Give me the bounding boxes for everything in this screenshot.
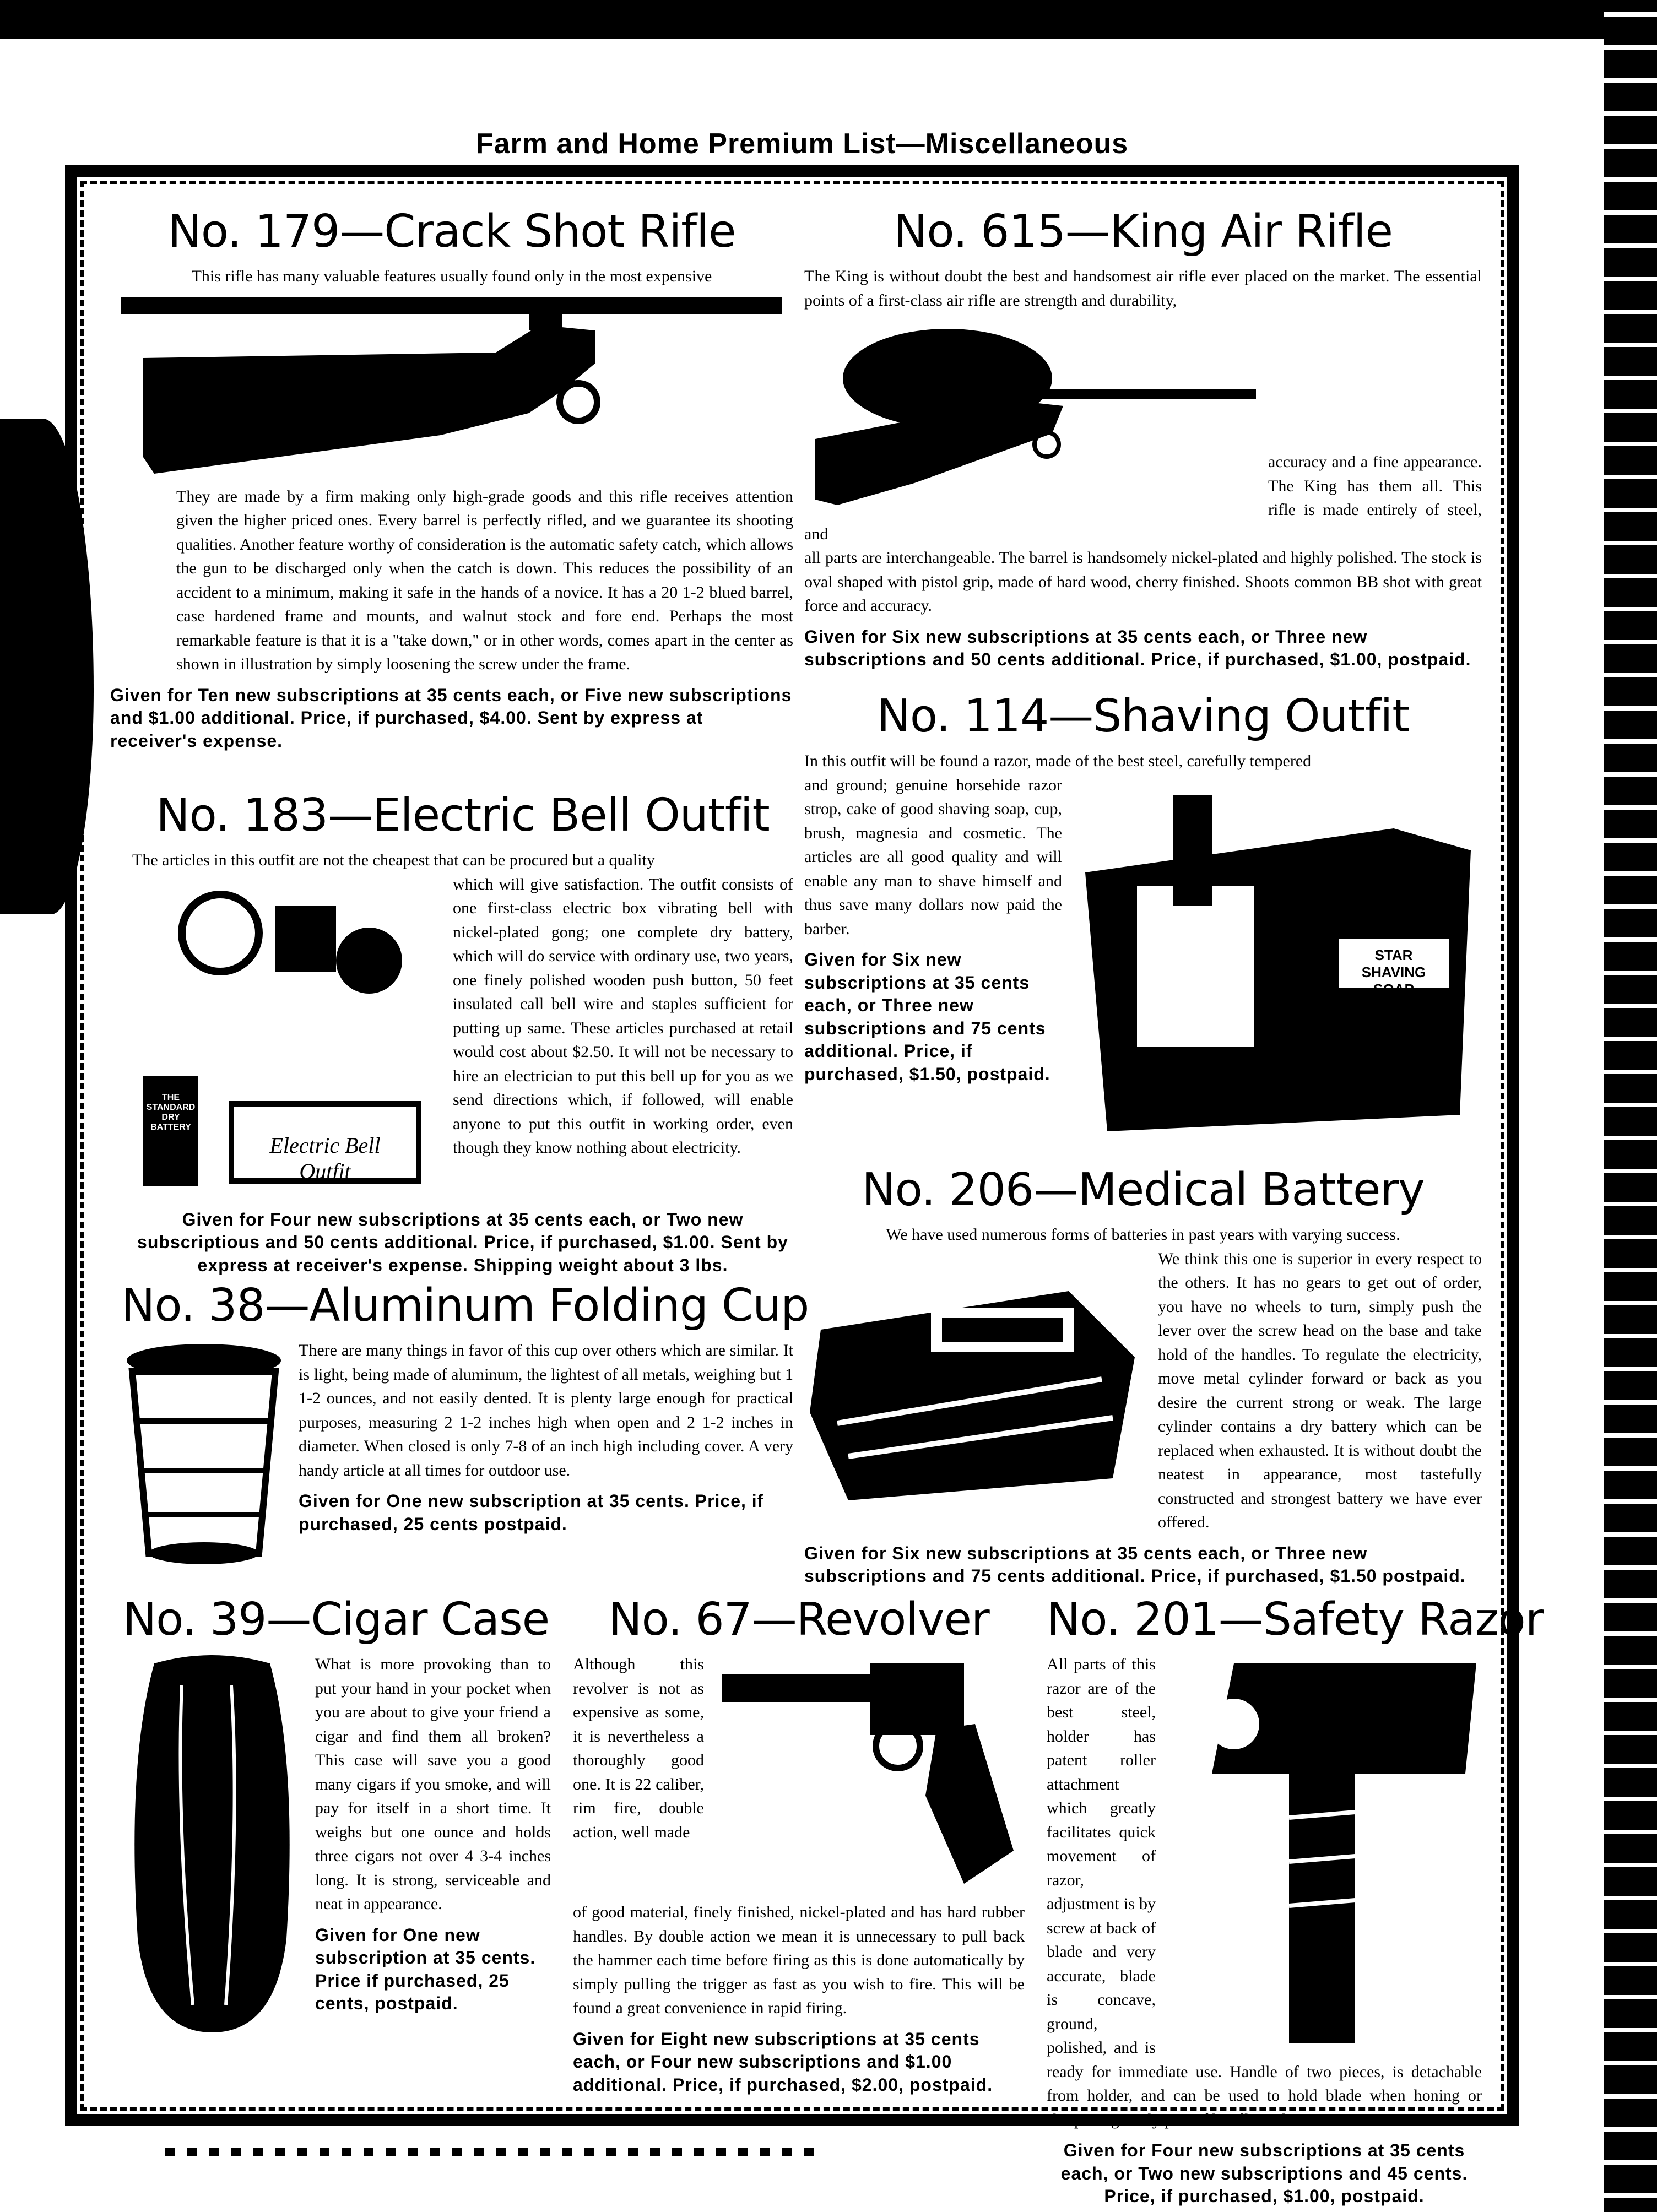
battery-label: THE STANDARD DRY BATTERY [146, 1092, 196, 1132]
shaving-outfit-section [804, 690, 1482, 1168]
medical-battery-body: We think this one is superior in every respect to the others. It has no gears to get out of order, you have no wheels to turn, simply push the lever over the screw head on the base and take hold of the handles. To regulate the electricity, move metal cylinder forward or back as you desire the current strong or weak. The large cylinder contains a dry battery which can be replaced when exhausted. It is without doubt the neatest in appearance, most tastefully constructed and strongest battery we have ever offered. [1158, 1249, 1482, 1531]
aluminum-cup-illustration [121, 1338, 286, 1570]
aluminum-cup-body: There are many things in favor of this cup over others which are similar. It is light, being made of aluminum, the lightest of all metals, weighing but 1 1-2 ounces, and not easily dented. It is plenty large enough for practical purposes, measuring 2 1-2 inches high when open and 2 1-2 inches in diameter. When closed is only 7-8 of an inch high including cover. A very handy article at all times for outdoor use. [299, 1341, 793, 1479]
king-air-rifle-section [804, 205, 1482, 694]
king-air-rifle-body-top: The King is without doubt the best and handsomest air rifle ever placed on the market. The essential points of a first-class air rifle are strength and durability, [804, 267, 1482, 310]
crack-shot-rifle-body: They are made by a firm making only high-grade goods and this rifle receives attention given the higher priced ones. Every barrel is perfectly rifled, and we guarantee its shooting qualities. Another feature worthy of consideration is the automatic safety catch, which allows the gun to be discharged only when the catch is down. This reduces the possibility of an accident to a minimum, making it safe in the hands of a novice. It has a 20 1-2 blued barrel, case hardened frame and mounts, and walnut stock and fore end. Perhaps the most remarkable feature is that it is a "take down," or in other words, comes apart in the center as shown in illustration by simply loosening the screw under the frame. [176, 487, 793, 673]
cigar-case-offer: Given for One new subscription at 35 cents. Price if purchased, 25 cents, postpaid. [315, 1924, 536, 2014]
cigar-case-heading: No. 39—Cigar Case [122, 1593, 550, 1646]
king-air-rifle-body-side: accuracy and a fine appearance. The King has them all. This rifle is made entirely of steel, and [804, 453, 1482, 543]
aluminum-cup-heading: No. 38—Aluminum Folding Cup [121, 1280, 809, 1332]
scan-marks-bottom [165, 2148, 826, 2156]
medical-battery-illustration [804, 1247, 1146, 1506]
safety-razor-section [1047, 1593, 1544, 2206]
cigar-case-body: What is more provoking than to put your hand in your pocket when you are about to give your friend a cigar and find them all broken? This case will save you a good many cigars if you smoke, and will pay for itself in a short time. It weighs but one ounce and holds three cigars not over 4 3-4 inches long. It is strong, serviceable and neat in appearance. [315, 1655, 551, 1913]
aluminum-cup-section [121, 1280, 809, 1592]
revolver-heading: No. 67—Revolver [608, 1593, 989, 1646]
king-air-rifle-body-bottom: all parts are interchangeable. The barrel is handsomely nickel-plated and highly polished. The stock is oval shaped with pistol grip, made of hard wood, cherry finished. Shoots common BB shot with great force and accuracy. [804, 549, 1482, 615]
page-title: Farm and Home Premium List—Miscellaneous [475, 127, 1129, 160]
revolver-section [573, 1593, 1025, 2095]
king-air-rifle-illustration [804, 318, 1256, 516]
bell-box-label: Electric Bell Outfit [269, 1132, 381, 1184]
rifle-illustration [110, 292, 793, 479]
revolver-illustration [716, 1652, 1025, 1895]
safety-razor-offer: Given for Four new subscriptions at 35 cents each, or Two new subscriptions and 45 cents. Price, if purchased, $1.00, postpaid. [1060, 2140, 1468, 2206]
crack-shot-rifle-section [110, 205, 793, 788]
shaving-outfit-body: and ground; genuine horsehide razor strop, cake of good shaving soap, cup, brush, magnesia and cosmetic. The articles are all good quality and will enable any man to shave himself and thus save many dollars now paid the barber. [804, 776, 1062, 938]
electric-bell-illustration [132, 872, 441, 1203]
safety-razor-body: All parts of this razor are of the best steel, holder has patent roller attachment which greatly facilitates quick movement of razor, adjustment is by screw at back of blade and very accurate, blade is concave, ground, polished, and is ready for immediate use. Handle of two pieces, is detachable from holder, and can be used to hold blade when honing or sharpening. Only part of handle is shown in cut. [1047, 1655, 1482, 2129]
electric-bell-intro: The articles in this outfit are not the cheapest that can be procured but a quality [132, 851, 655, 869]
medical-battery-heading: No. 206—Medical Battery [862, 1164, 1425, 1216]
shaving-outfit-offer: Given for Six new subscriptions at 35 cents each, or Three new subscriptions and 75 cents additional. Price, if purchased, $1.50, postpaid. [804, 950, 1050, 1084]
cigar-case-illustration [121, 1652, 303, 2038]
king-air-rifle-heading: No. 615—King Air Rifle [894, 205, 1393, 258]
king-air-rifle-offer: Given for Six new subscriptions at 35 cents each, or Three new subscriptions and 50 cents additional. Price, if purchased, $1.00, postpaid. [804, 626, 1471, 670]
scan-edge-right [1604, 0, 1657, 2212]
crack-shot-rifle-offer: Given for Ten new subscriptions at 35 cents each, or Five new subscriptions and $1.00 additional. Price, if purchased, $4.00. Sent by express at receiver's expense. [110, 685, 792, 751]
shaving-outfit-intro: In this outfit will be found a razor, made of the best steel, carefully tempered [804, 752, 1312, 770]
electric-bell-heading: No. 183—Electric Bell Outfit [156, 789, 770, 842]
medical-battery-intro: We have used numerous forms of batteries in past years with varying success. [886, 1226, 1400, 1244]
medical-battery-offer: Given for Six new subscriptions at 35 cents each, or Three new subscriptions and 75 cents additional. Price, if purchased, $1.50 postpaid. [804, 1543, 1466, 1586]
electric-bell-offer: Given for Four new subscriptions at 35 cents each, or Two new subscriptious and 50 cents additional. Price, if purchased, $1.00. Sent by express at receiver's expense. Shipping weight about 3 lbs. [137, 1209, 788, 1275]
shaving-outfit-illustration [1074, 773, 1482, 1148]
safety-razor-heading: No. 201—Safety Razor [1047, 1593, 1544, 1646]
electric-bell-section [132, 789, 793, 1278]
aluminum-cup-offer: Given for One new subscription at 35 cents. Price, if purchased, 25 cents postpaid. [299, 1491, 764, 1534]
scan-edge-top [0, 0, 1657, 39]
revolver-body-side: Although this revolver is not as expensive as some, it is nevertheless a thoroughly good one. It is 22 caliber, rim fire, double action, well made [573, 1655, 704, 1841]
safety-razor-illustration [1168, 1652, 1482, 2049]
electric-bell-body: which will give satisfaction. The outfit consists of one first-class electric box vibrating bell with nickel-plated gong; one complete dry battery, which will do service with ordinary use, two years, one finely polished wooden push button, 50 feet insulated call bell wire and staples sufficient for putting up same. These articles purchased at retail would cost about $2.50. It will not be necessary to hire an electrician to put this bell up for you as we send directions which, if followed, will enable anyone to put this outfit in working order, even though they know nothing about electricity. [453, 875, 793, 1157]
medical-battery-section [804, 1164, 1482, 1586]
shaving-outfit-heading: No. 114—Shaving Outfit [876, 690, 1410, 742]
revolver-offer: Given for Eight new subscriptions at 35 cents each, or Four new subscriptions and $1.00 additional. Price, if purchased, $2.00, postpaid. [573, 2029, 993, 2095]
cigar-case-section [121, 1593, 551, 2093]
soap-label: STAR SHAVING SOAP [1361, 946, 1426, 997]
crack-shot-rifle-intro: This rifle has many valuable features usually found only in the most expensive [191, 267, 712, 285]
revolver-body: of good material, finely finished, nickel-plated and has hard rubber handles. By double action we mean it is unnecessary to pull back the hammer each time before firing as this is done automatically by simply pulling the trigger as fast as you wish to fire. This will be found a great convenience in rapid firing. [573, 1903, 1025, 2017]
crack-shot-rifle-heading: No. 179—Crack Shot Rifle [167, 205, 736, 258]
